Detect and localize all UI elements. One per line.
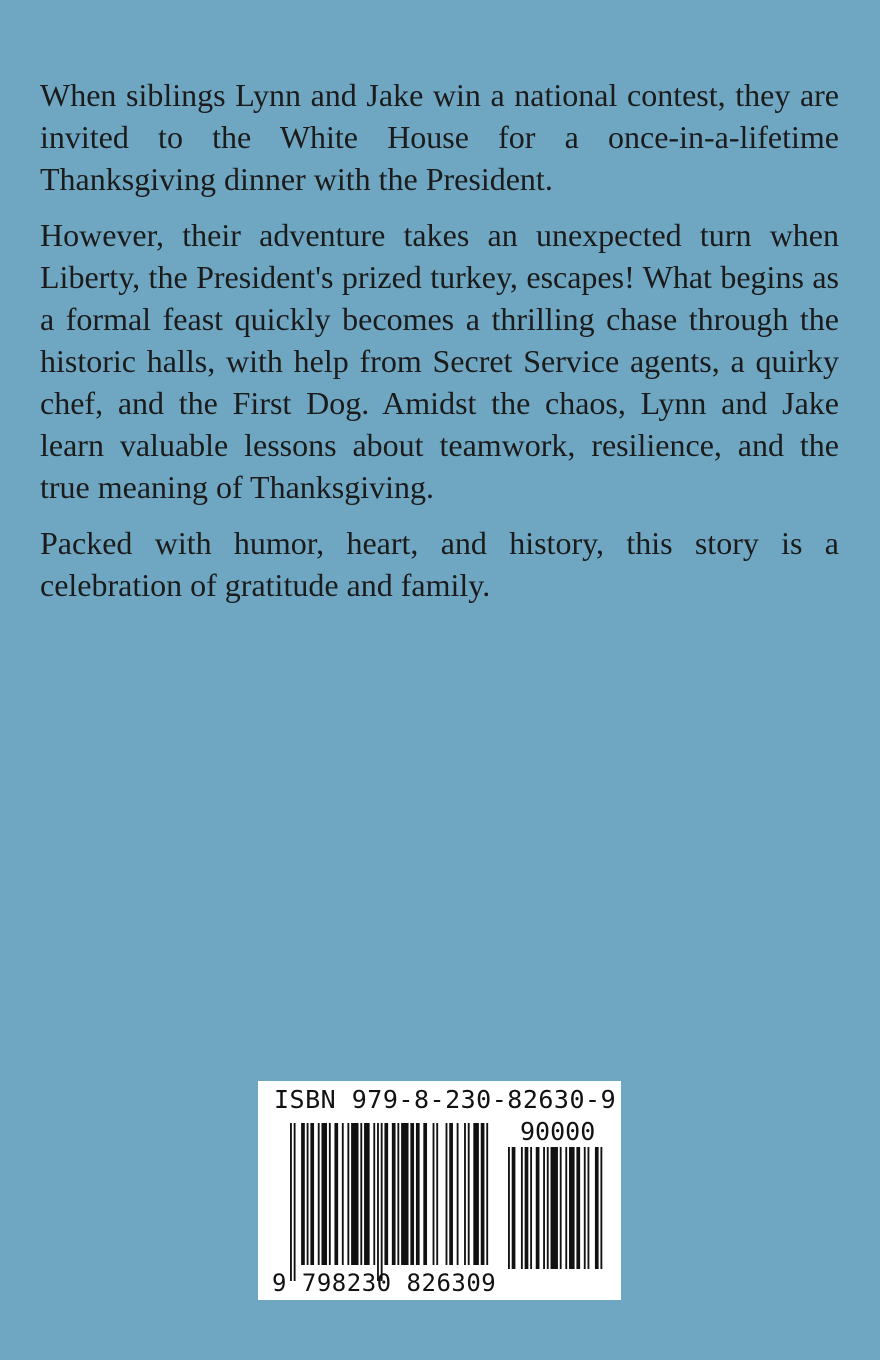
barcode-bar	[560, 1147, 562, 1269]
barcode-bar	[290, 1123, 292, 1281]
barcode-bar	[457, 1123, 459, 1265]
barcode-bar	[547, 1147, 549, 1269]
barcode-bar	[318, 1123, 320, 1265]
ean-digits: 9 798230 826309	[272, 1269, 497, 1297]
barcode-bar	[449, 1123, 453, 1265]
barcode-bar	[508, 1147, 510, 1269]
barcode-bar	[307, 1123, 309, 1265]
blurb-paragraph-2: However, their adventure takes an unexpected turn when Liberty, the President's prized turkey, escapes! What begins as a formal feast quickly becomes a thrilling chase through the historic halls, with help from Secret Service agents, a quirky chef, and the First Dog. Amidst the chaos, Lynn and Jake learn valuable lessons about teamwork, resilience, and the true meaning of Thanksgiving.	[40, 217, 839, 505]
isbn-barcode	[258, 1081, 621, 1300]
barcode-bar	[584, 1147, 586, 1269]
barcode-bar	[334, 1123, 338, 1265]
barcode-bar	[351, 1123, 358, 1265]
isbn-label: ISBN 979-8-230-82630-9	[274, 1085, 617, 1114]
barcode-bar	[512, 1147, 516, 1269]
barcode-bar	[377, 1123, 379, 1281]
barcode-bar	[565, 1147, 567, 1269]
barcode-bar	[595, 1147, 599, 1269]
barcode-bar	[433, 1123, 435, 1265]
blurb-paragraph-1: When siblings Lynn and Jake win a national contest, they are invited to the White House for a once-in-a-lifetime Thanksgiving dinner with the President.	[40, 77, 839, 197]
book-blurb	[40, 74, 839, 620]
barcode-bar	[392, 1123, 396, 1265]
barcode-bar	[588, 1147, 590, 1269]
barcode-bar	[301, 1123, 305, 1265]
barcode-bar	[342, 1123, 344, 1265]
barcode-bar	[347, 1123, 349, 1265]
barcode-bar	[536, 1147, 540, 1269]
barcode-bar	[486, 1123, 488, 1265]
barcode-bar	[423, 1123, 427, 1265]
barcode-bar	[373, 1123, 375, 1265]
barcode-bar	[543, 1147, 545, 1269]
barcode-bar	[473, 1123, 479, 1265]
barcode-bar	[329, 1123, 331, 1265]
barcode-bar	[446, 1123, 448, 1265]
barcode-bar	[381, 1123, 383, 1281]
price-code: 90000	[520, 1117, 596, 1146]
barcode-bar	[401, 1123, 408, 1265]
barcode-bar	[551, 1147, 558, 1269]
barcode-bar	[397, 1123, 399, 1265]
barcode-bar	[600, 1147, 602, 1269]
barcode-bar	[310, 1123, 314, 1265]
ean-barcode-bars	[290, 1123, 490, 1281]
blurb-paragraph-3: Packed with humor, heart, and history, this story is a celebration of gratitude and family.	[40, 525, 839, 603]
barcode-bar	[464, 1123, 466, 1265]
barcode-bar	[576, 1147, 580, 1269]
barcode-bar	[525, 1147, 529, 1269]
barcode-bar	[436, 1123, 438, 1265]
barcode-bar	[410, 1123, 414, 1265]
barcode-bar	[416, 1123, 420, 1265]
barcode-bar	[384, 1123, 388, 1265]
barcode-bar	[294, 1123, 296, 1281]
addon-barcode-bars	[508, 1147, 606, 1269]
barcode-bar	[468, 1123, 470, 1265]
barcode-bar	[569, 1147, 575, 1269]
barcode-bar	[364, 1123, 370, 1265]
barcode-bar	[321, 1123, 327, 1265]
barcode-bar	[481, 1123, 485, 1265]
barcode-bar	[530, 1147, 532, 1269]
barcode-bar	[521, 1147, 523, 1269]
barcode-bar	[360, 1123, 362, 1265]
